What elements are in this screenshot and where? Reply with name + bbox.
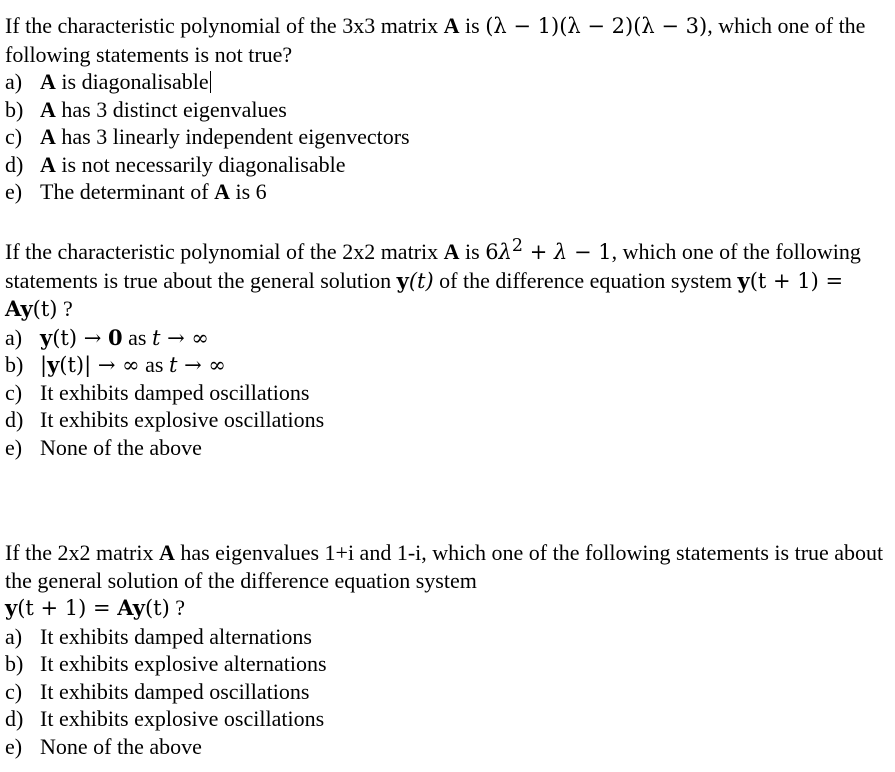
matrix-symbol: A: [158, 540, 175, 565]
question-3-stem: If the 2x2 matrix A has eigenvalues 1+i and 1-i, which one of the following statements is true about the general solution of the difference equation system y(t + 1) = Ay(t) ?: [5, 540, 884, 620]
option-e[interactable]: e) The determinant of A is 6: [5, 179, 267, 204]
option-c[interactable]: c) It exhibits damped oscillations: [5, 678, 310, 704]
question-2-options: [5, 324, 885, 462]
option-c[interactable]: c) It exhibits damped oscillations: [5, 379, 310, 405]
option-d[interactable]: d) A is not necessarily diagonalisable: [5, 151, 346, 177]
question-1: [5, 12, 885, 206]
question-2: [5, 233, 885, 461]
option-a[interactable]: a) A is diagonalisable: [5, 69, 209, 94]
text-cursor: [210, 71, 211, 93]
option-d[interactable]: d) It exhibits explosive oscillations: [5, 706, 325, 731]
option-b[interactable]: b) |y(t)| → ∞ as t → ∞: [5, 352, 226, 377]
characteristic-polynomial: $6\lambda^2 + \lambda - 1$: [485, 236, 612, 264]
difference-equation: y(t + 1) = Ay(t): [5, 595, 170, 620]
option-d[interactable]: d) It exhibits explosive oscillations: [5, 407, 325, 432]
option-c[interactable]: c) A has 3 linearly independent eigenvectors: [5, 124, 410, 149]
option-e[interactable]: e) None of the above: [5, 434, 202, 460]
characteristic-polynomial: (λ − 1)(λ − 2)(λ − 3): [485, 14, 708, 38]
question-1-stem: If the characteristic polynomial of the 3x3 matrix A is (λ − 1)(λ − 2)(λ − 3), which one of the following statements is not true?: [5, 13, 866, 67]
question-3-options: [5, 623, 885, 761]
option-a[interactable]: a) y(t) → 0 as t → ∞: [5, 324, 209, 350]
question-1-options: [5, 68, 885, 206]
question-3: [5, 539, 885, 760]
option-b[interactable]: b) A has 3 distinct eigenvalues: [5, 96, 287, 122]
difference-equation: y(t + 1) = Ay(t): [5, 267, 844, 321]
matrix-symbol: A: [443, 239, 460, 264]
question-2-stem: If the characteristic polynomial of the 2x2 matrix A is $6\lambda^2 + \lambda - 1$, which one of the following statements is true about the general solution y(t) of the difference equation system y(t + 1) = Ay(t) ?: [5, 236, 861, 321]
option-e[interactable]: e) None of the above: [5, 733, 202, 759]
matrix-symbol: A: [443, 13, 460, 38]
option-a[interactable]: a) It exhibits damped alternations: [5, 623, 312, 649]
option-b[interactable]: b) It exhibits explosive alternations: [5, 651, 327, 676]
